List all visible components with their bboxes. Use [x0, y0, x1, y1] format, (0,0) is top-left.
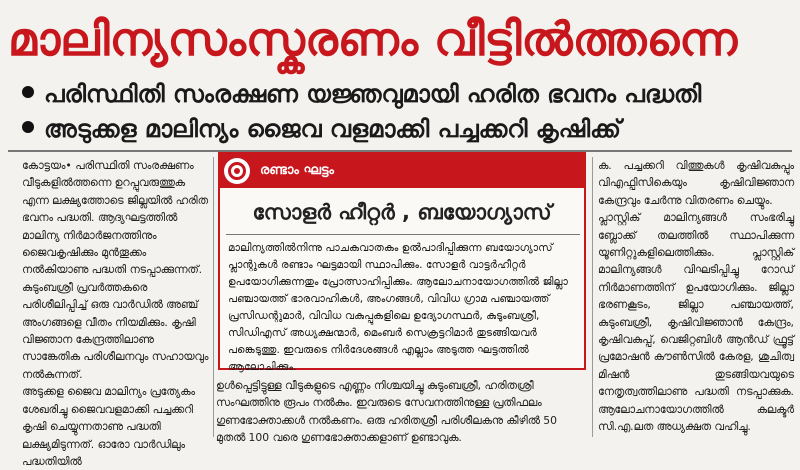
- sidebar-kicker: രണ്ടാം ഘട്ടം: [260, 163, 334, 178]
- sidebar-title: സോളർ ഹീറ്റർ , ബയോഗ്യാസ്: [252, 200, 552, 224]
- column-divider: [213, 157, 214, 437]
- sidebar-box: [218, 152, 586, 373]
- article-column-1: കോട്ടയം• പരിസ്ഥിതി സംരക്ഷണം വീടുകളിൽത്തന്നെ ഉറപ്പുവരുത്തുക എന്ന ലക്ഷ്യത്തോടെ ജില്ലയിൽ ഹരിത ഭവനം പദ്ധതി. ആദ്യഘട്ടത്തിൽ മാലിന്യ നിർമാർജനത്തിനും ജൈവകൃഷിക്കും മുൻതൂക്കം നൽകിയാണു പദ്ധതി നടപ്പാക്കുന്നത്. കുടുംബശ്രീ പ്രവർത്തകരെ പരിശീലിപ്പിച്ച് ഒരു വാർഡിൽ അഞ്ച് അംഗങ്ങളെ വീതം നിയമിക്കും. കൃഷി വിജ്ഞാന കേന്ദ്രത്തിലാണു സാങ്കേതിക പരിശീലനവും സഹായവും നൽകുന്നത്. അടുക്കള ജൈവ മാലിന്യം പ്രത്യേകം ശേഖരിച്ചു ജൈവവളമാക്കി പച്ചക്കറി കൃഷി ചെയ്യുന്നതാണു പദ്ധതി ലക്ഷ്യമിടുന്നത്. ഓരോ വാർഡിലും പദ്ധതിയിൽ: [22, 159, 209, 468]
- subheadline-2: [22, 113, 792, 145]
- sidebar-box-header: [220, 154, 584, 188]
- column-divider: [592, 157, 593, 437]
- sidebar-divider: [226, 234, 580, 235]
- bullet-icon: [22, 121, 34, 133]
- bullet-icon: [22, 86, 34, 98]
- subheadline-1: [22, 78, 792, 110]
- target-icon: [224, 158, 250, 184]
- article-column-3: ക. പച്ചക്കറി വിത്തുകൾ കൃഷിവകുപ്പും വിഎഫ്പിസികെയും കൃഷിവിജ്ഞാന കേന്ദ്രവും ചേർന്നു വിതരണം ചെയ്യും. പ്ലാസ്റ്റിക് മാലിന്യങ്ങൾ സംഭരിച്ചു ബ്ലോക്ക് തലത്തിൽ സ്ഥാപിക്കുന്ന യൂണിറ്റുകളിലെത്തിക്കും. പ്ലാസ്റ്റിക് മാലിന്യങ്ങൾ വിഘടിപ്പിച്ചു റോഡ് നിർമാണത്തിന് ഉപയോഗിക്കും. ജില്ലാ ഭരണകൂടം, ജില്ലാ പഞ്ചായത്ത്, കുടുംബശ്രീ, കൃഷിവിജ്ഞാൻ കേന്ദ്രം, കൃഷിവകുപ്പ്, വെജിറ്റബിൾ ആൻഡ് ഫ്രൂട്ട് പ്രമോഷൻ കൗൺസിൽ കേരള, ശുചിത്വ മിഷൻ തുടങ്ങിയവയുടെ നേതൃത്വത്തിലാണു പദ്ധതി നടപ്പാക്കുക. ആലോചനായോഗത്തിൽ കലക്ടർ സി.എ.ലത അധ്യക്ഷത വഹിച്ചു.: [598, 159, 794, 434]
- subheadline-2-text: അടുക്കള മാലിന്യം ജൈവ വളമാക്കി പച്ചക്കറി കൃഷിക്ക്: [44, 115, 621, 143]
- headline: മാലിന്യസംസ്കരണം വീട്ടിൽത്തന്നെ: [8, 12, 738, 66]
- subheadline-1-text: പരിസ്ഥിതി സംരക്ഷണ യജ്ഞവുമായി ഹരിത ഭവനം പദ്ധതി: [44, 80, 702, 108]
- sidebar-body: മാലിന്യത്തിൽനിന്നു പാചകവാതകം ഉൽപാദിപ്പിക്കുന്ന ബയോഗ്യാസ് പ്ലാന്റുകൾ രണ്ടാം ഘട്ടമായി സ്ഥാപിക്കും. സോളർ വാട്ടർഹീറ്റർ ഉപയോഗിക്കുന്നതും പ്രോത്സാഹിപ്പിക്കും. ആലോചനായോഗത്തിൽ ജില്ലാ പഞ്ചായത്ത് ഭാരവാഹികൾ, അംഗങ്ങൾ, വിവിധ ഗ്രാമ പഞ്ചായത്ത് പ്രസിഡന്റുമാർ, വിവിധ വകുപ്പുകളിലെ ഉദ്യോഗസ്ഥർ, കുടുംബശ്രീ, സിഡിഎസ് അധ്യക്ഷന്മാർ, മെംബർ സെക്രട്ടറിമാർ തുടങ്ങിയവർ പങ്കെടുത്തു. ഇവരുടെ നിർദേശങ്ങൾ എല്ലാം അടുത്ത ഘട്ടത്തിൽ ആലോചിക്കും.: [228, 242, 568, 373]
- article-column-2: ഉൾപ്പെട്ടിട്ടുള്ള വീടുകളുടെ എണ്ണം നിശ്ചയിച്ചു കുടുംബശ്രീ, ഹരിതശ്രീ സംഘത്തിനു രൂപം നൽകും. ഇവരുടെ സേവനത്തിനുള്ള പ്രതിഫലം ഗുണഭോക്താക്കൾ നൽകണം. ഒരു ഹരിതശ്രീ പരിശീലകനു കീഴിൽ 50 മുതൽ 100 വരെ ഗുണഭോക്താക്കളാണ് ഉണ്ടാവുക.: [216, 379, 557, 445]
